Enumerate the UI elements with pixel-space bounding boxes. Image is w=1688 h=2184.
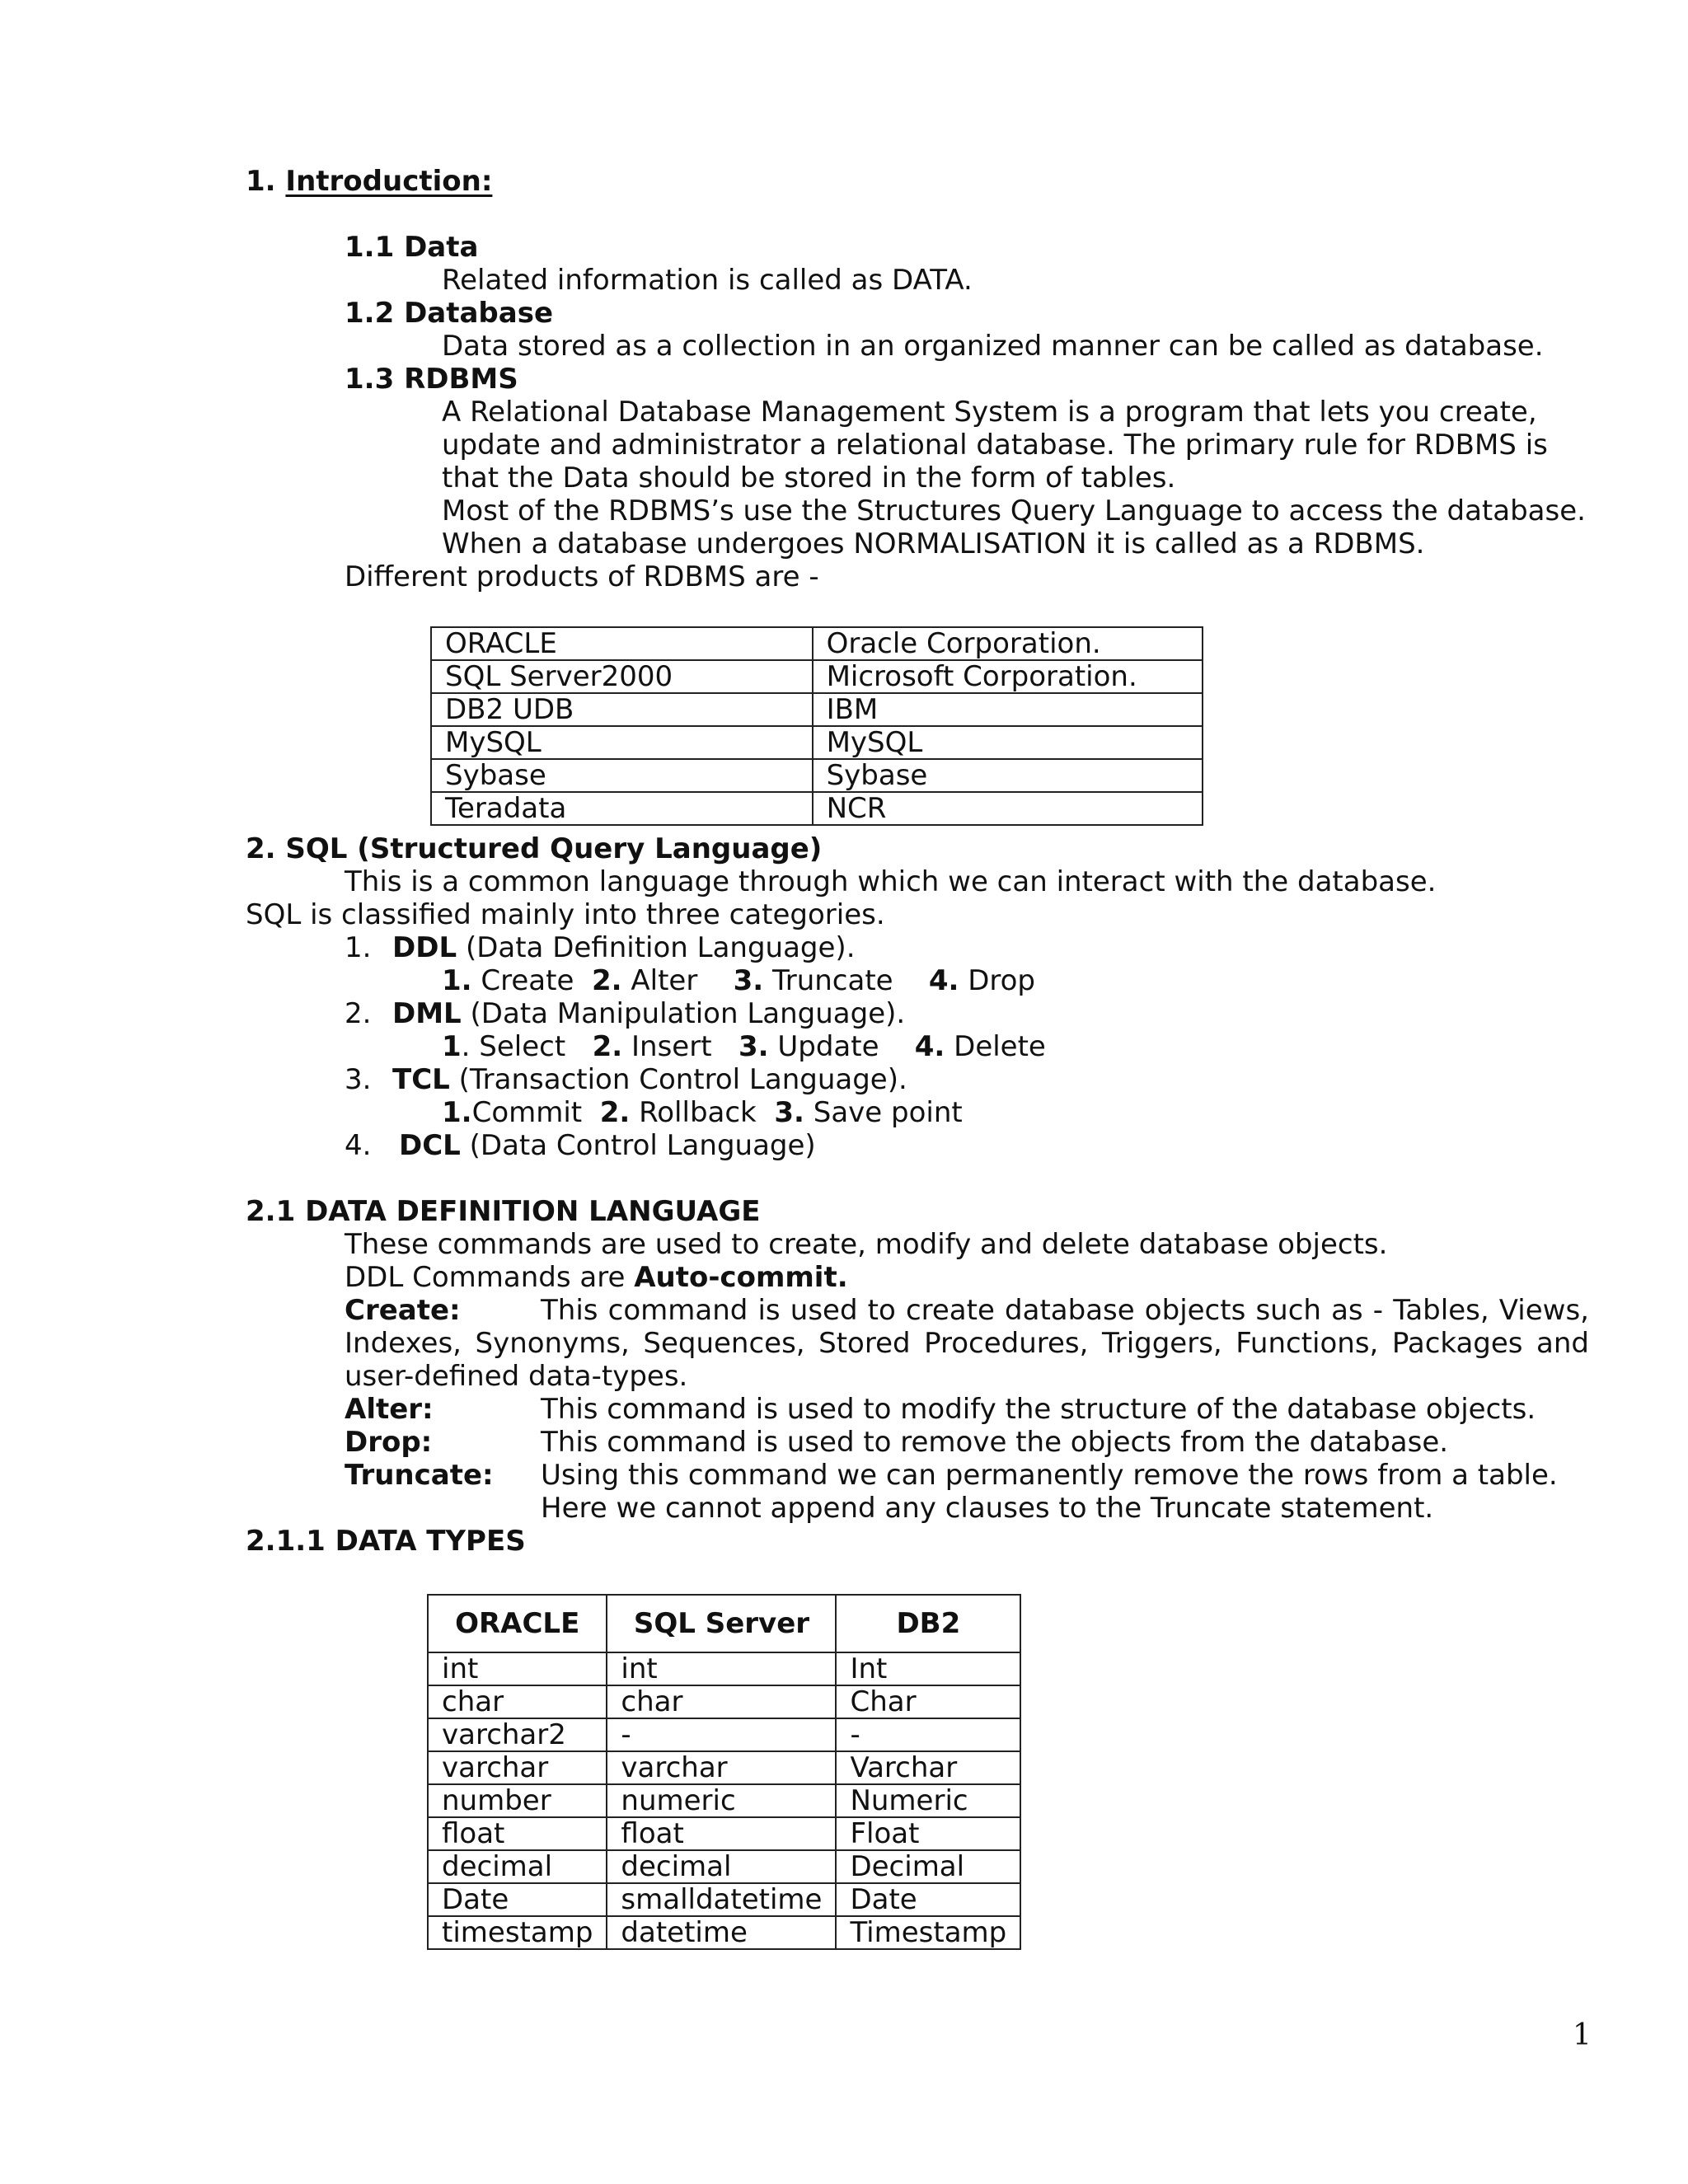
item-number: 3.: [733, 964, 764, 997]
table-row: [428, 1850, 1020, 1883]
item-number: 2.: [599, 1096, 631, 1129]
table-cell: datetime: [607, 1916, 836, 1949]
table-cell: varchar2: [428, 1718, 607, 1751]
rdbms-line: Most of the RDBMS’s use the Structures Query Language to access the database.: [442, 494, 1586, 527]
table-cell: Int: [836, 1652, 1020, 1685]
item-label: Truncate: [771, 964, 893, 997]
create-line-3: user-defined data-types.: [345, 1360, 688, 1393]
sql-line-2: SQL is classified mainly into three categories.: [246, 898, 885, 931]
table-row: [431, 726, 1203, 759]
ddl-commands-line: [442, 964, 1035, 997]
table-row: [431, 693, 1203, 726]
item-label: Save point: [813, 1096, 963, 1129]
table-row: [428, 1784, 1020, 1817]
table-cell: Float: [836, 1817, 1020, 1850]
table-row: [431, 627, 1203, 660]
subsection-database-title: 1.2 Database: [345, 297, 554, 330]
section-1-heading: [246, 165, 492, 198]
table-cell: decimal: [607, 1850, 836, 1883]
table-row: [428, 1883, 1020, 1916]
list-number: 2.: [345, 997, 372, 1030]
product-vendor: Microsoft Corporation.: [813, 660, 1203, 693]
table-cell: int: [607, 1652, 836, 1685]
truncate-line-1: Using this command we can permanently remove the rows from a table.: [541, 1459, 1558, 1492]
ddl-line-1: These commands are used to create, modify and delete database objects.: [345, 1228, 1388, 1261]
rdbms-line: When a database undergoes NORMALISATION it is called as a RDBMS.: [442, 527, 1425, 560]
create-line-1: This command is used to create database objects such as - Tables, Views,: [541, 1294, 1589, 1327]
column-header: ORACLE: [428, 1595, 607, 1652]
section-2-1-1-heading: 2.1.1 DATA TYPES: [246, 1525, 526, 1558]
item-label: Rollback: [639, 1096, 757, 1129]
product-vendor: NCR: [813, 792, 1203, 825]
table-cell: Numeric: [836, 1784, 1020, 1817]
subsection-data-title: 1.1 Data: [345, 231, 479, 264]
product-name: ORACLE: [431, 627, 813, 660]
product-name: SQL Server2000: [431, 660, 813, 693]
subsection-rdbms-title: 1.3 RDBMS: [345, 363, 518, 396]
table-row: [431, 759, 1203, 792]
table-row: [428, 1685, 1020, 1718]
category-desc: (Data Definition Language).: [465, 931, 856, 964]
table-row: [431, 792, 1203, 825]
create-label: Create:: [345, 1294, 461, 1327]
category-desc: (Data Control Language): [469, 1129, 816, 1162]
auto-commit-label: Auto-commit.: [634, 1261, 848, 1294]
column-header: DB2: [836, 1595, 1020, 1652]
section-1-number: 1.: [246, 165, 276, 198]
item-label: Create: [481, 964, 574, 997]
section-2-heading: 2. SQL (Structured Query Language): [246, 832, 823, 865]
alter-label: Alter:: [345, 1393, 434, 1426]
item-label: Alter: [631, 964, 698, 997]
item-number: 1.: [442, 964, 472, 997]
table-cell: Date: [836, 1883, 1020, 1916]
table-cell: float: [428, 1817, 607, 1850]
category-abbr: DML: [392, 997, 462, 1030]
sql-category-dml: [345, 997, 905, 1030]
list-number: 3.: [345, 1063, 372, 1096]
dml-commands-line: [442, 1030, 1046, 1063]
sql-category-ddl: [345, 931, 856, 964]
rdbms-products-table: [430, 626, 1203, 826]
table-cell: numeric: [607, 1784, 836, 1817]
table-cell: Date: [428, 1883, 607, 1916]
table-row: [428, 1916, 1020, 1949]
item-label: Insert: [631, 1030, 712, 1063]
products-intro: Different products of RDBMS are -: [345, 560, 819, 593]
category-abbr: TCL: [392, 1063, 450, 1096]
table-cell: float: [607, 1817, 836, 1850]
section-1-title: Introduction:: [285, 165, 493, 198]
table-cell: char: [428, 1685, 607, 1718]
truncate-line-2: Here we cannot append any clauses to the Truncate statement.: [541, 1492, 1434, 1525]
product-vendor: Sybase: [813, 759, 1203, 792]
table-cell: Char: [836, 1685, 1020, 1718]
table-cell: int: [428, 1652, 607, 1685]
category-desc: (Transaction Control Language).: [458, 1063, 907, 1096]
item-number: 3.: [738, 1030, 769, 1063]
section-2-1-heading: 2.1 DATA DEFINITION LANGUAGE: [246, 1195, 761, 1228]
product-name: MySQL: [431, 726, 813, 759]
table-row: [428, 1751, 1020, 1784]
item-label: Commit: [471, 1096, 583, 1129]
product-name: DB2 UDB: [431, 693, 813, 726]
item-number: 4.: [914, 1030, 945, 1063]
product-vendor: MySQL: [813, 726, 1203, 759]
table-cell: -: [607, 1718, 836, 1751]
item-number: 4.: [928, 964, 959, 997]
table-row: [431, 660, 1203, 693]
page-number: 1: [1573, 2018, 1592, 2052]
truncate-label: Truncate:: [345, 1459, 494, 1492]
item-number: 1: [442, 1030, 462, 1063]
item-label: Update: [777, 1030, 879, 1063]
tcl-commands-line: [442, 1096, 963, 1129]
data-types-table: [427, 1594, 1021, 1950]
table-cell: Timestamp: [836, 1916, 1020, 1949]
create-line-2: Indexes, Synonyms, Sequences, Stored Procedures, Triggers, Functions, Packages and: [345, 1327, 1589, 1360]
item-number: 2.: [592, 1030, 623, 1063]
rdbms-line: that the Data should be stored in the form of tables.: [442, 462, 1176, 494]
drop-text: This command is used to remove the objects from the database.: [541, 1426, 1449, 1459]
product-name: Teradata: [431, 792, 813, 825]
table-cell: smalldatetime: [607, 1883, 836, 1916]
table-row: [428, 1817, 1020, 1850]
table-cell: varchar: [607, 1751, 836, 1784]
product-name: Sybase: [431, 759, 813, 792]
list-number: 4.: [345, 1129, 372, 1162]
ddl-line-2-text: DDL Commands are: [345, 1261, 635, 1294]
column-header: SQL Server: [607, 1595, 836, 1652]
item-number: 1.: [442, 1096, 472, 1129]
table-cell: decimal: [428, 1850, 607, 1883]
category-abbr: DDL: [392, 931, 457, 964]
item-label: Drop: [968, 964, 1035, 997]
table-row: [428, 1718, 1020, 1751]
rdbms-line: A Relational Database Management System is a program that lets you create,: [442, 396, 1537, 429]
rdbms-line: update and administrator a relational database. The primary rule for RDBMS is: [442, 429, 1548, 462]
ddl-line-2: [345, 1261, 848, 1294]
subsection-database-text: Data stored as a collection in an organized manner can be called as database.: [442, 330, 1544, 363]
item-label: Delete: [954, 1030, 1046, 1063]
item-number: 2.: [592, 964, 622, 997]
product-vendor: Oracle Corporation.: [813, 627, 1203, 660]
item-number: 3.: [774, 1096, 804, 1129]
product-vendor: IBM: [813, 693, 1203, 726]
sql-category-tcl: [345, 1063, 907, 1096]
sql-line-1: This is a common language through which we can interact with the database.: [345, 865, 1437, 898]
table-cell: Varchar: [836, 1751, 1020, 1784]
table-cell: Decimal: [836, 1850, 1020, 1883]
table-cell: varchar: [428, 1751, 607, 1784]
table-cell: -: [836, 1718, 1020, 1751]
table-cell: timestamp: [428, 1916, 607, 1949]
table-cell: char: [607, 1685, 836, 1718]
sql-category-dcl: [345, 1129, 816, 1162]
list-number: 1.: [345, 931, 372, 964]
table-header-row: [428, 1595, 1020, 1652]
category-desc: (Data Manipulation Language).: [470, 997, 906, 1030]
drop-label: Drop:: [345, 1426, 433, 1459]
table-cell: number: [428, 1784, 607, 1817]
subsection-data-text: Related information is called as DATA.: [442, 264, 973, 297]
item-label: . Select: [461, 1030, 566, 1063]
table-row: [428, 1652, 1020, 1685]
category-abbr: DCL: [399, 1129, 461, 1162]
alter-text: This command is used to modify the structure of the database objects.: [541, 1393, 1536, 1426]
